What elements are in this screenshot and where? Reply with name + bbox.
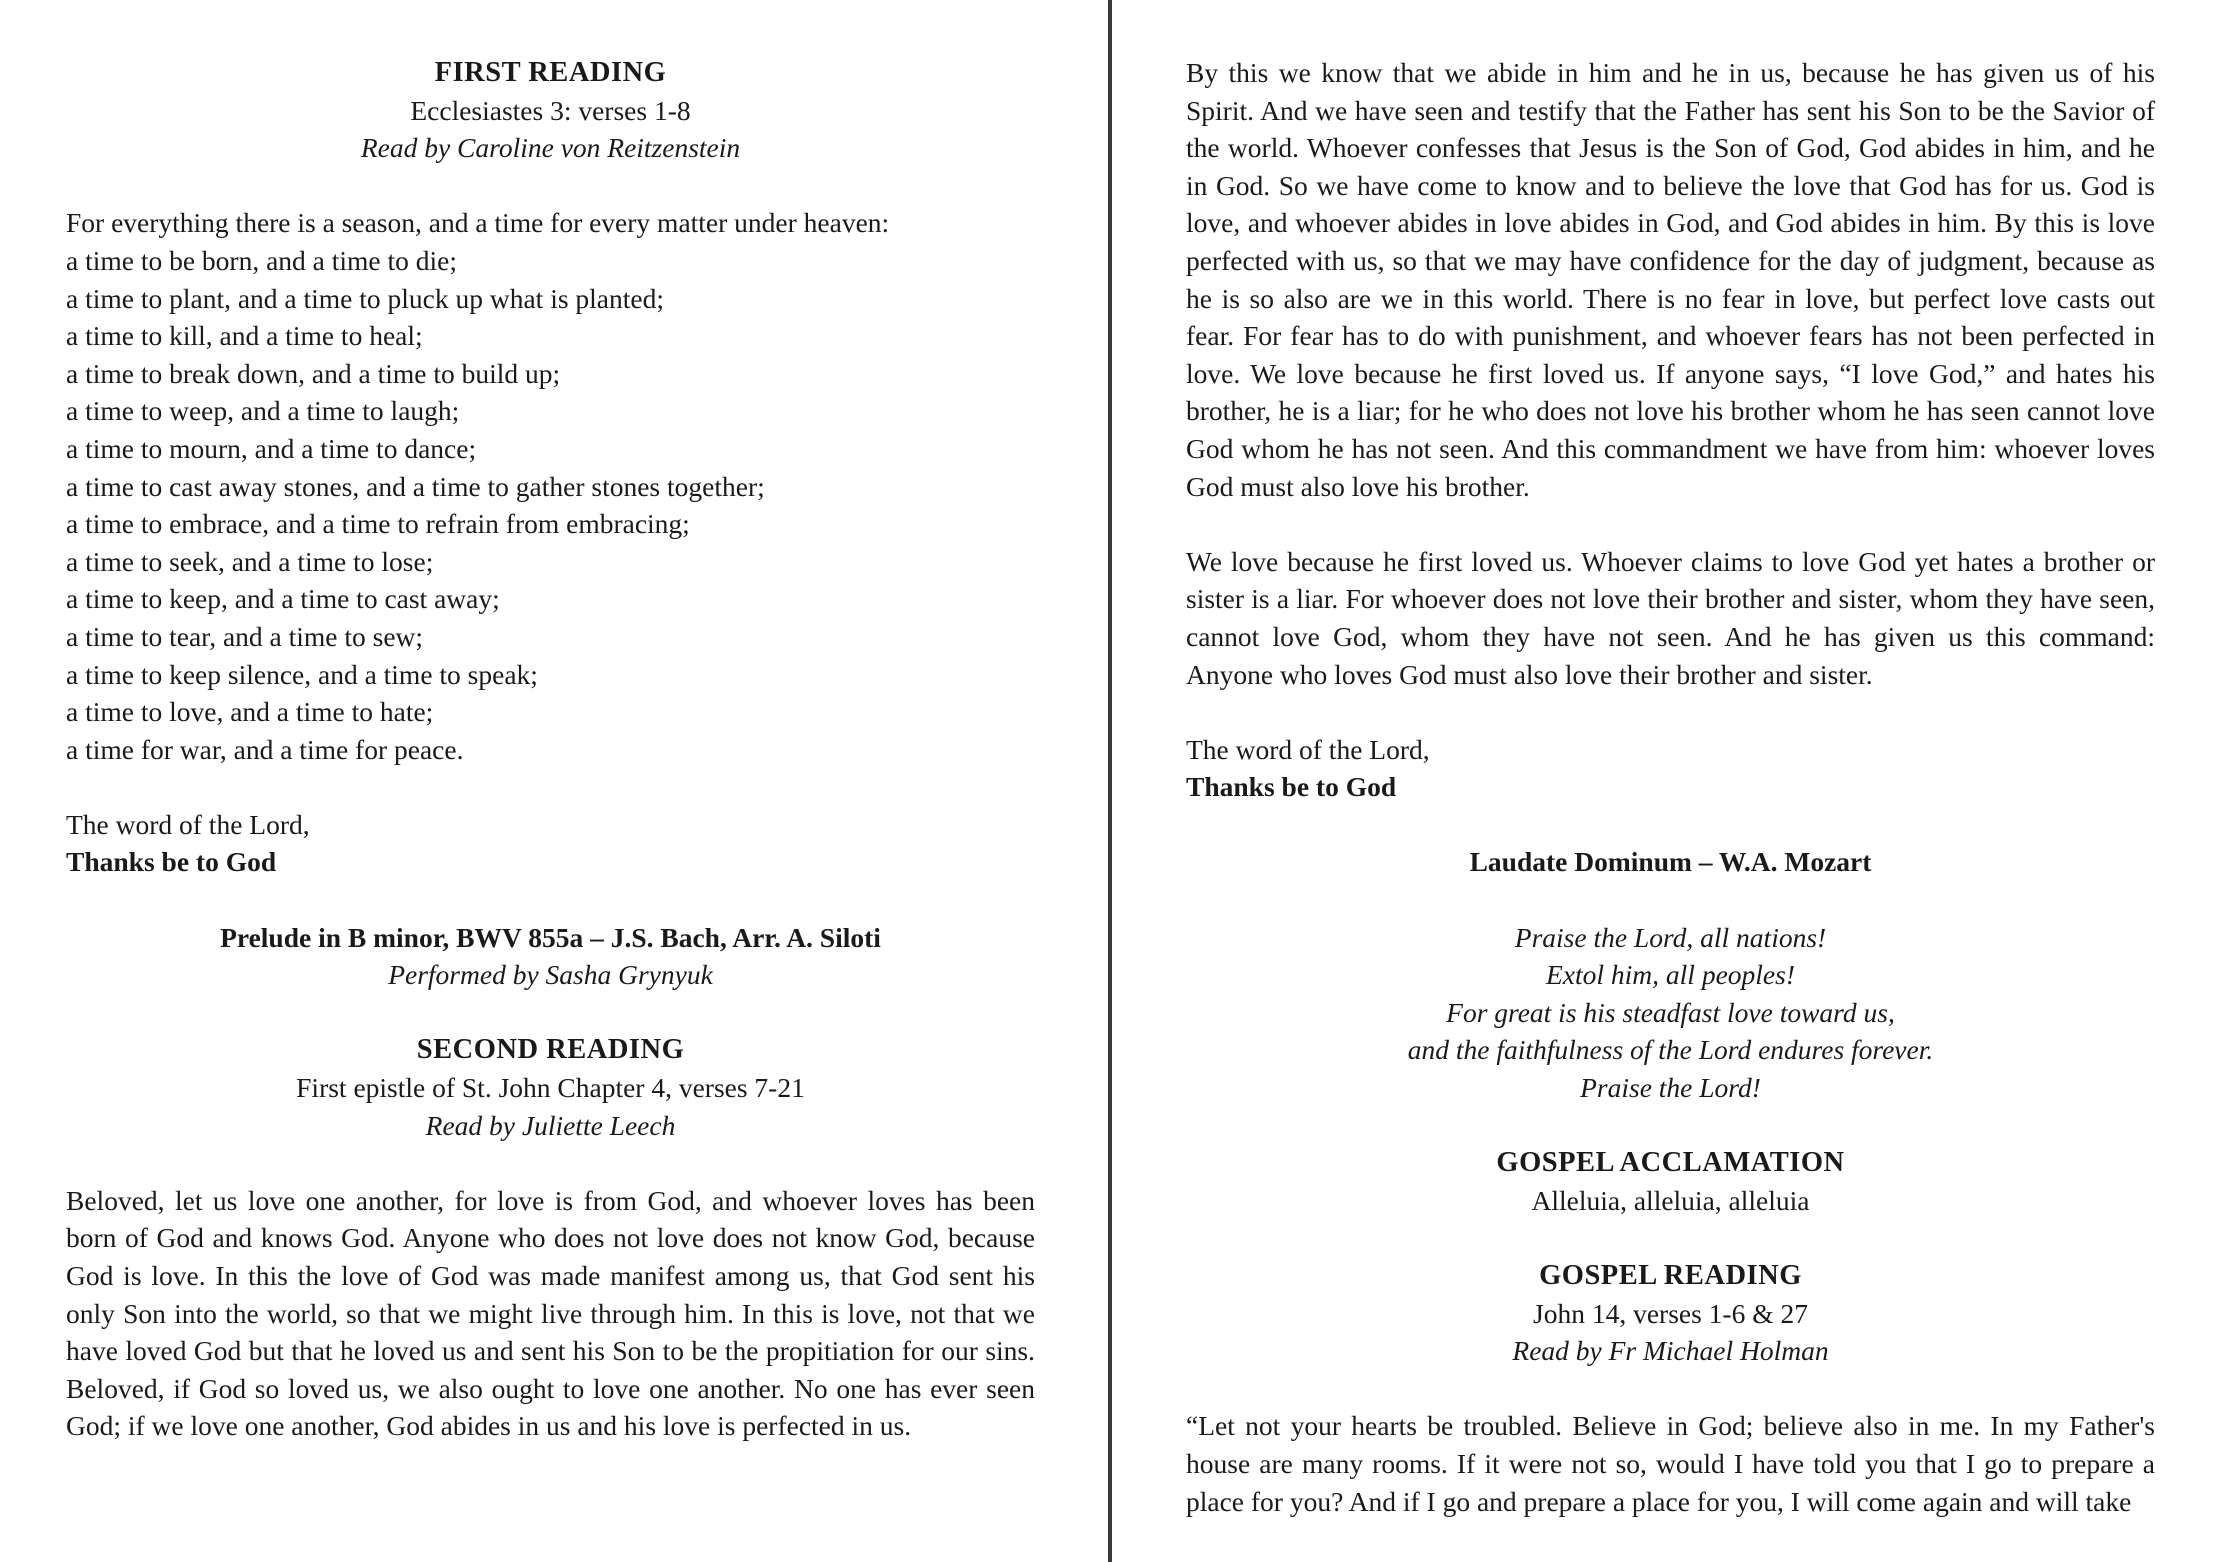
gospel-acclamation-text: Alleluia, alleluia, alleluia — [1531, 1184, 1810, 1216]
prelude-performer: Performed by Sasha Grynyuk — [388, 959, 713, 991]
gospel-reading-text: “Let not your hearts be troubled. Believe in God; believe also in me. In my Father's house are many rooms. If it were not so, would I have told you that I go to prepare a place for you? And if I go and prepare a place for you, I will come again and will take — [1186, 1410, 2155, 1517]
reading-line: a time to keep, and a time to cast away; — [66, 583, 500, 615]
second-reading-citation: First epistle of St. John Chapter 4, verses 7-21 — [296, 1072, 805, 1104]
second-reading-reader: Read by Juliette Leech — [425, 1109, 676, 1141]
reading-line: a time to plant, and a time to pluck up what is planted; — [66, 282, 664, 314]
reading-line: a time to break down, and a time to build up; — [66, 357, 561, 389]
lyric-line: Extol him, all peoples! — [1546, 959, 1795, 991]
reading-line: a time to love, and a time to hate; — [66, 696, 434, 728]
gospel-reading-citation: John 14, verses 1-6 & 27 — [1533, 1297, 1808, 1329]
response: Thanks be to God — [1186, 771, 1397, 803]
gospel-reading-heading: GOSPEL READING — [1539, 1260, 1802, 1291]
reading-line: For everything there is a season, and a time for every matter under heaven: — [66, 207, 890, 239]
lyric-line: Praise the Lord, all nations! — [1514, 921, 1827, 953]
second-reading-heading: SECOND READING — [416, 1034, 685, 1066]
laudate-title: Laudate Dominum – W.A. Mozart — [1469, 846, 1872, 878]
response-call: The word of the Lord, — [66, 808, 310, 840]
left-page — [66, 54, 1035, 1445]
second-reading-paraphrase-text: We love because he first loved us. Whoever claims to love God yet hates a brother or sister is a liar. For whoever does not love their brother and sister, whom they have seen, cannot love God, whom they have not seen. And he has given us this command: Anyone who loves God must also love their brother and sister. — [1186, 545, 2155, 690]
response: Thanks be to God — [66, 846, 277, 878]
reading-line: a time to mourn, and a time to dance; — [66, 432, 477, 464]
reading-line: a time to be born, and a time to die; — [66, 244, 458, 276]
right-page — [1186, 54, 2155, 1520]
reading-line: a time to tear, and a time to sew; — [66, 620, 424, 652]
reading-line: a time to seek, and a time to lose; — [66, 545, 434, 577]
first-reading-text — [66, 204, 1035, 768]
response-call: The word of the Lord, — [1186, 733, 1430, 765]
first-reading-reader: Read by Caroline von Reitzenstein — [360, 132, 741, 164]
first-reading-citation: Ecclesiastes 3: verses 1-8 — [410, 94, 691, 126]
reading-line: a time to weep, and a time to laugh; — [66, 395, 460, 427]
laudate-lyrics — [1186, 919, 2155, 1107]
lyric-line: and the faithfulness of the Lord endures forever. — [1407, 1034, 1934, 1066]
gospel-reading-reader: Read by Fr Michael Holman — [1512, 1335, 1829, 1367]
lyric-line: For great is his steadfast love toward us, — [1446, 996, 1895, 1028]
reading-line: a time to keep silence, and a time to speak; — [66, 658, 538, 690]
second-reading-text: Beloved, let us love one another, for love is from God, and whoever loves has been born of God and knows God. Anyone who does not love does not know God, because God is love. In this the love of God was made manifest among us, that God sent his only Son into the world, so that we might live through him. In this is love, not that we have loved God but that he loved us and sent his Son to be the propitiation for our sins. Beloved, if God so loved us, we also ought to love one another. No one has ever seen God; if we love one another, God abides in us and his love is perfected in us. — [66, 1184, 1035, 1442]
reading-line: a time to kill, and a time to heal; — [66, 320, 423, 352]
prelude-title: Prelude in B minor, BWV 855a – J.S. Bach, Arr. A. Siloti — [220, 921, 881, 953]
first-reading-heading: FIRST READING — [434, 57, 667, 88]
reading-line: a time to cast away stones, and a time to gather stones together; — [66, 470, 765, 502]
lyric-line: Praise the Lord! — [1580, 1072, 1761, 1104]
gospel-acclamation-heading: GOSPEL ACCLAMATION — [1496, 1147, 1845, 1179]
reading-line: a time to embrace, and a time to refrain from embracing; — [66, 508, 690, 540]
page-divider — [1108, 0, 1112, 1562]
reading-line: a time for war, and a time for peace. — [66, 733, 464, 765]
second-reading-continued-text: By this we know that we abide in him and he in us, because he has given us of his Spirit. And we have seen and testify that the Father has sent his Son to be the Savior of the world. Whoever confesses that Jesus is the Son of God, God abides in him, and he in God. So we have come to know and to believe the love that God has for us. God is love, and whoever abides in love abides in God, and God abides in him. By this is love perfected with us, so that we may have confidence for the day of judgment, because as he is so also are we in this world. There is no fear in love, but perfect love casts out fear. For fear has to do with punishment, and whoever fears has not been perfected in love. We love because he first loved us. If anyone says, “I love God,” and hates his brother, he is a liar; for he who does not love his brother whom he has seen cannot love God whom he has not seen. And this commandment we have from him: whoever loves God must also love his brother. — [1186, 57, 2155, 502]
